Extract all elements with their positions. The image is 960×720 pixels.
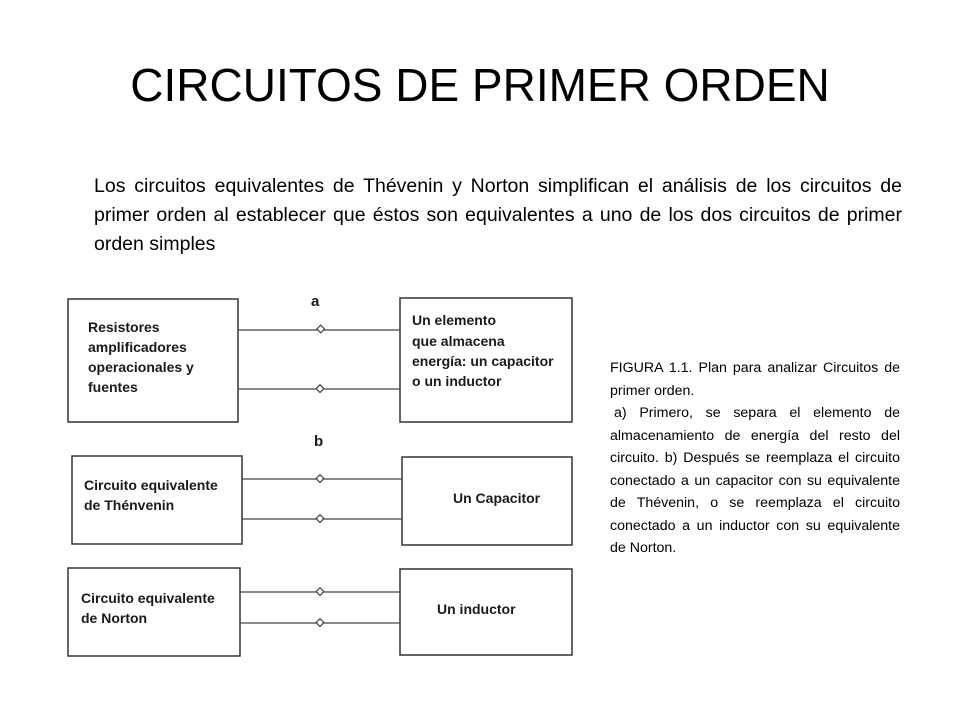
box-resistors-line-3: operacionales y	[88, 359, 194, 375]
terminal-a-bottom	[316, 385, 324, 393]
box-storage-line-4: o un inductor	[412, 373, 502, 389]
figure-caption	[610, 357, 900, 560]
box-resistors-line-1: Resistores	[88, 319, 160, 335]
slide-title: CIRCUITOS DE PRIMER ORDEN	[130, 59, 830, 111]
box-norton-line-1: Circuito equivalente	[81, 590, 215, 606]
box-resistors-line-4: fuentes	[88, 379, 138, 395]
terminal-b1-bottom	[316, 515, 324, 523]
box-storage-line-3: energía: un capacitor	[412, 353, 554, 369]
wires-part-b2	[240, 588, 400, 627]
wires-part-a	[238, 325, 400, 392]
box-thevenin-line-2: de Thénvenin	[84, 497, 175, 513]
label-b: b	[314, 433, 324, 450]
box-capacitor-label: Un Capacitor	[453, 490, 541, 506]
terminal-b2-top	[316, 588, 324, 596]
box-storage-line-2: que almacena	[412, 333, 505, 349]
terminal-a-top	[317, 325, 325, 333]
box-norton-line-2: de Norton	[81, 610, 148, 626]
box-storage-line-1: Un elemento	[412, 312, 497, 328]
box-inductor-label: Un inductor	[437, 601, 516, 617]
box-thevenin-line-1: Circuito equivalente	[84, 477, 218, 493]
caption-description: a) Primero, se separa el elemento de almacenamiento de energía del resto del circuito. b) Después se reemplaza el circuito conectado a un capacitor con su equivalente de Thévenin, o se reemplaza el circuito conectado a un inductor con su equivalente de Norton.	[610, 405, 900, 556]
wires-part-b1	[242, 475, 402, 523]
terminal-b2-bottom	[316, 619, 324, 627]
box-resistors-line-2: amplificadores	[88, 339, 187, 355]
label-a: a	[311, 293, 320, 310]
terminal-b1-top	[316, 475, 324, 483]
intro-paragraph: Los circuitos equivalentes de Thévenin y Norton simplifican el análisis de los circuitos de primer orden al establecer que éstos son equivalentes a uno de los dos circuitos de primer orden simples	[94, 175, 902, 255]
caption-figure-title: FIGURA 1.1. Plan para analizar Circuitos de primer orden.	[610, 360, 900, 399]
